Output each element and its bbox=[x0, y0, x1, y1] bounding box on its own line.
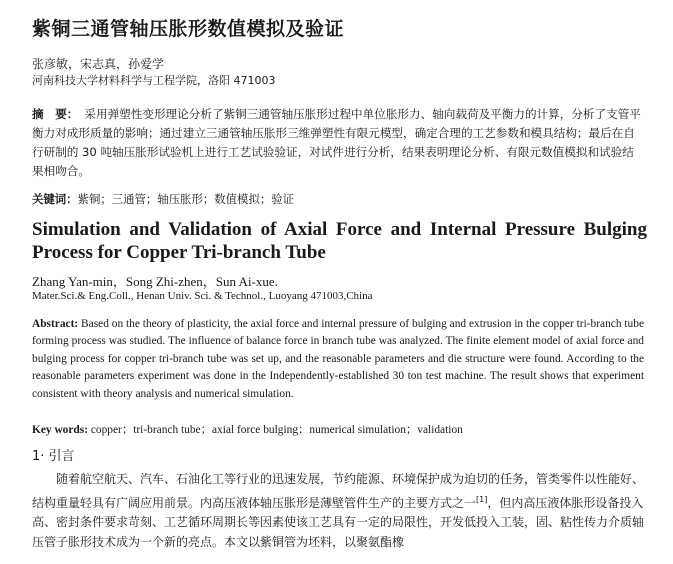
english-abstract bbox=[32, 316, 644, 403]
english-keywords-text: copper；tri-branch tube；axial force bulging；numerical simulation；validation bbox=[88, 424, 463, 436]
chinese-abstract-text: 采用弹塑性变形理论分析了紫铜三通管轴压胀形过程中单位胀形力、轴向载荷及平衡力的计算，分析了支管平衡力对成形质量的影响；通过建立三通管轴压胀形三维弹塑性有限元模型，确定合理的工艺参数和模具结构；最后在自行研制的 30 吨轴压胀形试验机上进行工艺试验验证，对试件进行分析，结果表明理论分析、有限元数值模拟和试验结果相吻合。 bbox=[32, 107, 641, 178]
english-abstract-label: Abstract: bbox=[32, 318, 79, 330]
chinese-keywords bbox=[32, 191, 294, 207]
chinese-abstract-label: 摘 要： bbox=[32, 107, 79, 121]
body-text bbox=[32, 470, 644, 552]
body-paragraph-part1: 随着航空航天、汽车、石油化工等行业的迅速发展，节约能源、环境保护成为迫切的任务，管类零件以性能好、结构重量轻具有广阔应用前景。内高压液体轴压胀形是薄壁管件生产的主要方式之一 bbox=[32, 472, 645, 510]
chinese-abstract bbox=[32, 105, 642, 181]
chinese-keywords-label: 关键词： bbox=[32, 192, 78, 206]
english-keywords bbox=[32, 421, 463, 437]
english-keywords-label: Key words: bbox=[32, 424, 88, 436]
english-title: Simulation and Validation of Axial Force and Internal Pressure Bulging Process for Copper Tri-branch Tube bbox=[32, 219, 647, 263]
english-affiliation: Mater.Sci.& Eng.Coll., Henan Univ. Sci. & Technol., Luoyang 471003,China bbox=[32, 290, 373, 302]
english-authors: Zhang Yan-min，Song Zhi-zhen，Sun Ai-xue. bbox=[32, 274, 278, 289]
section-heading: 1· 引言 bbox=[32, 449, 75, 464]
chinese-affiliation: 河南科技大学材料科学与工程学院，洛阳 471003 bbox=[32, 74, 276, 87]
chinese-authors: 张彦敏，宋志真，孙爱学 bbox=[32, 57, 165, 71]
body-paragraph-part2: ，但内高压液体胀形设备投入高、密封条件要求苛刻、工艺循环周期长等因素使该工艺具有一定的局限性，开发低投入工装，固、粘性传力介质轴压管子胀形技术成为一个新的亮点。本文以紫铜管为坯料，以聚氨酯橡 bbox=[32, 495, 645, 549]
body-paragraph bbox=[32, 470, 644, 552]
chinese-title: 紫铜三通管轴压胀形数值模拟及验证 bbox=[32, 18, 345, 40]
citation-ref: [1] bbox=[476, 494, 488, 504]
chinese-keywords-text: 紫铜；三通管；轴压胀形；数值模拟；验证 bbox=[77, 192, 295, 206]
english-abstract-text: Based on the theory of plasticity, the axial force and internal pressure of bulging and extrusion in the copper tri-branch tube forming process was studied. The influence of balance force in branch tube was analyzed. The finite element model of axial force and bulging process for copper tri-branch tube was set up, and the reasonable parameters and die structure were found. According to the reasonable parameters experiment was done in the Independently-established 30 ton test machine. The result shows that experiment consistent with theory analysis and numerical simulation. bbox=[32, 318, 644, 400]
